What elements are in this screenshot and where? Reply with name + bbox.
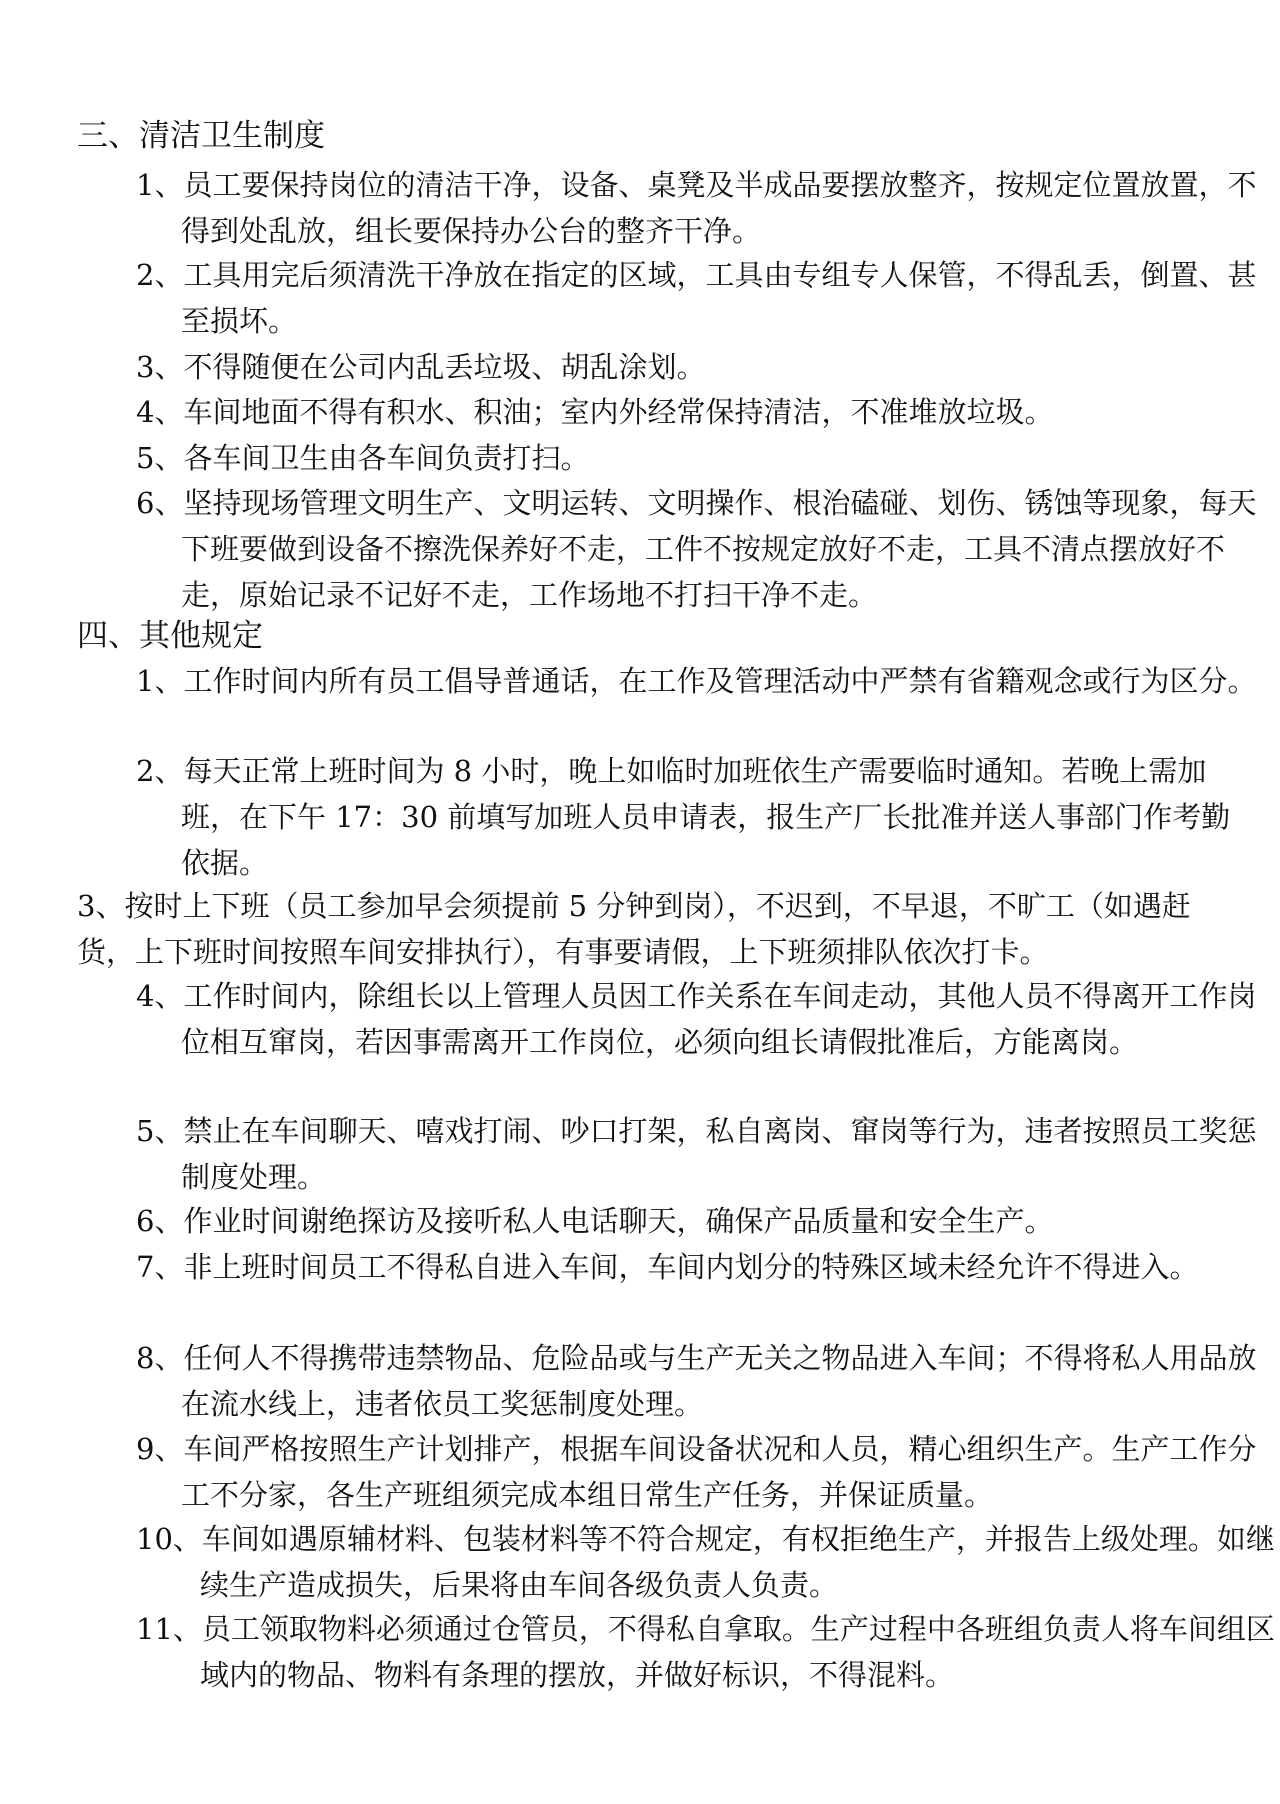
other-rule-4: 4、工作时间内，除组长以上管理人员因工作关系在车间走动，其他人员不得离开工作岗位相互窜岗，若因事需离开工作岗位，必须向组长请假批准后，方能离岗。 [136, 979, 1257, 1059]
other-rule-2: 2、每天正常上班时间为 8 小时，晚上如临时加班依生产需要临时通知。若晚上需加班，在下午 17：30 前填写加班人员申请表，报生产厂长批准并送人事部门作考勤依据。 [136, 754, 1231, 880]
section-heading-other: 四、其他规定 [77, 618, 263, 654]
cleaning-rule-3: 3、不得随便在公司内乱丢垃圾、胡乱涂划。 [136, 350, 706, 384]
cleaning-rule-4: 4、车间地面不得有积水、积油；室内外经常保持清洁，不准堆放垃圾。 [136, 395, 1054, 429]
other-rule-1: 1、工作时间内所有员工倡导普通话，在工作及管理活动中严禁有省籍观念或行为区分。 [136, 664, 1257, 698]
other-rule-9: 9、车间严格按照生产计划排产，根据车间设备状况和人员，精心组织生产。生产工作分工不分家，各生产班组须完成本组日常生产任务，并保证质量。 [136, 1432, 1257, 1512]
cleaning-rule-5: 5、各车间卫生由各车间负责打扫。 [136, 441, 590, 475]
other-rule-7: 7、非上班时间员工不得私自进入车间，车间内划分的特殊区域未经允许不得进入。 [136, 1250, 1199, 1284]
other-rule-8: 8、任何人不得携带违禁物品、危险品或与生产无关之物品进入车间；不得将私人用品放在流水线上，违者依员工奖惩制度处理。 [136, 1341, 1257, 1421]
other-rule-11: 11、员工领取物料必须通过仓管员，不得私自拿取。生产过程中各班组负责人将车间组区域内的物品、物料有条理的摆放，并做好标识，不得混料。 [136, 1612, 1275, 1692]
other-rule-5: 5、禁止在车间聊天、嘻戏打闹、吵口打架，私自离岗、窜岗等行为，违者按照员工奖惩制度处理。 [136, 1114, 1257, 1194]
other-rule-6: 6、作业时间谢绝探访及接听私人电话聊天，确保产品质量和安全生产。 [136, 1204, 1054, 1238]
cleaning-rule-6: 6、坚持现场管理文明生产、文明运转、文明操作、根治磕碰、划伤、锈蚀等现象，每天下班要做到设备不擦洗保养好不走，工件不按规定放好不走，工具不清点摆放好不走，原始记录不记好不走，工作场地不打扫干净不走。 [136, 486, 1257, 612]
cleaning-rule-1: 1、员工要保持岗位的清洁干净，设备、桌凳及半成品要摆放整齐，按规定位置放置，不得到处乱放，组长要保持办公台的整齐干净。 [136, 168, 1257, 248]
section-heading-cleaning: 三、清洁卫生制度 [77, 118, 325, 154]
other-rule-3: 3、按时上下班（员工参加早会须提前 5 分钟到岗），不迟到，不早退，不旷工（如遇赶货，上下班时间按照车间安排执行），有事要请假，上下班须排队依次打卡。 [77, 889, 1191, 969]
cleaning-rule-2: 2、工具用完后须清洗干净放在指定的区域，工具由专组专人保管，不得乱丢，倒置、甚至损坏。 [136, 258, 1257, 338]
other-rule-10: 10、车间如遇原辅材料、包装材料等不符合规定，有权拒绝生产，并报告上级处理。如继续生产造成损失，后果将由车间各级负责人负责。 [136, 1522, 1275, 1602]
